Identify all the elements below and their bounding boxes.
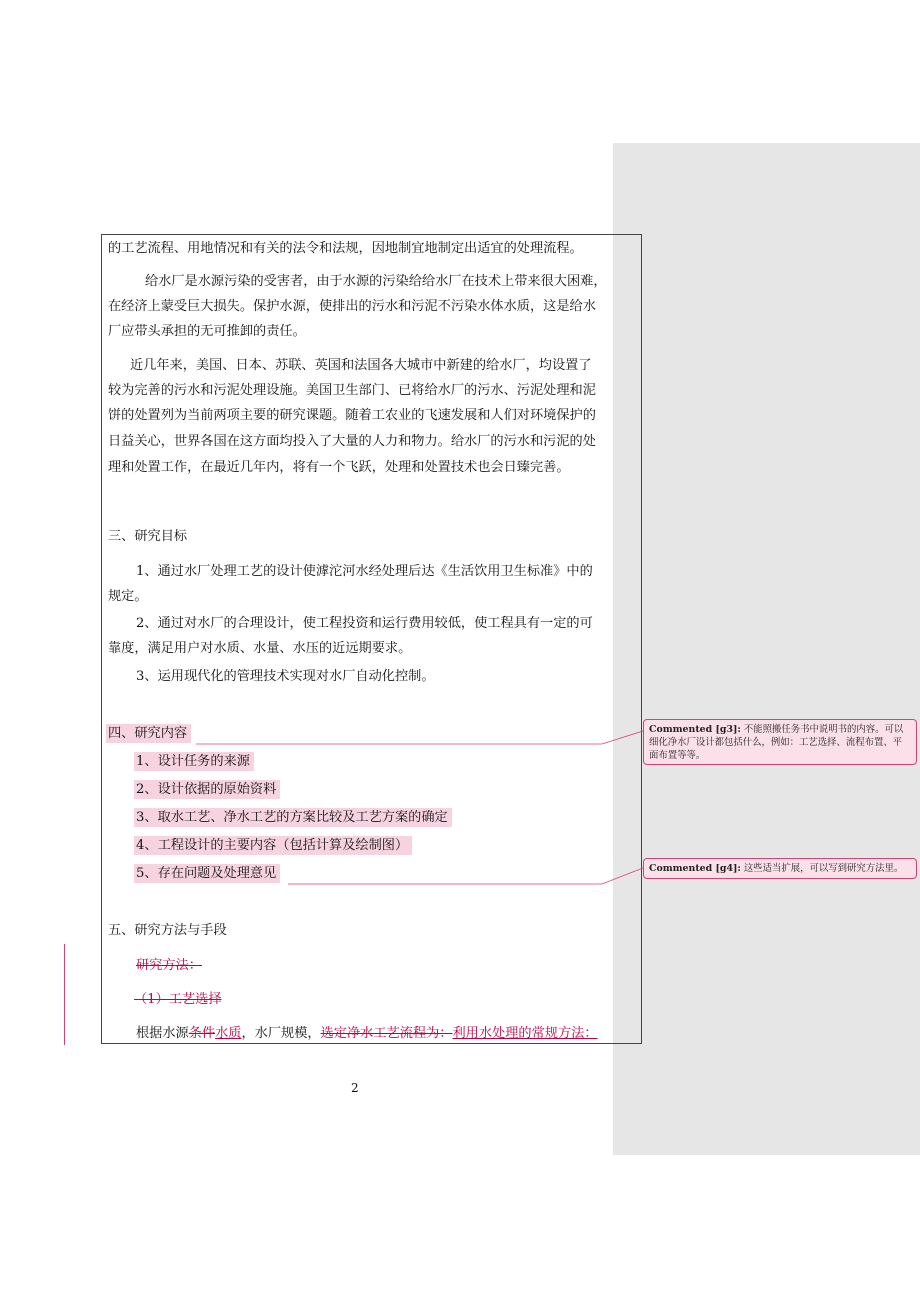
list-item: 2、通过对水厂的合理设计，使工程投资和运行费用较低，使工程具有一定的可	[136, 616, 593, 631]
comment-text: 这些适当扩展，可以写到研究方法里。	[743, 863, 904, 874]
comment-label: Commented [g3]:	[649, 724, 741, 735]
list-item: 靠度，满足用户对水质、水量、水压的近远期要求。	[108, 641, 412, 656]
paragraph-line: 给水厂是水源污染的受害者，由于水源的污染给给水厂在技术上带来很大困难，	[145, 274, 607, 289]
deleted-text[interactable]: 选定净水工艺流程为：	[320, 1026, 453, 1041]
list-item[interactable]	[134, 809, 452, 827]
comment-balloon-g4[interactable]	[643, 858, 917, 879]
comment-balloon-g3[interactable]	[643, 719, 917, 765]
list-item: 1、通过水厂处理工艺的设计使滹沱河水经处理后达《生活饮用卫生标准》中的	[136, 564, 593, 579]
paragraph-line: 的工艺流程、用地情况和有关的法令和法规，因地制宜地制定出适宜的处理流程。	[108, 241, 583, 256]
deleted-text[interactable]: 研究方法：	[136, 958, 202, 973]
text-run: 根据水源	[136, 1026, 189, 1041]
paragraph-line: 近几年来，美国、日本、苏联、英国和法国各大城市中新建的给水厂，均设置了	[130, 358, 592, 373]
deleted-text[interactable]: （1）工艺选择	[134, 992, 222, 1007]
paragraph-line: 在经济上蒙受巨大损失。保护水源，使排出的污水和污泥不污染水体水质，这是给水	[108, 299, 596, 314]
deleted-text[interactable]: 条件	[188, 1026, 216, 1041]
commented-text[interactable]: 4、工程设计的主要内容（包括计算及绘制图）	[134, 836, 412, 855]
comment-connector-g4	[288, 868, 643, 884]
change-bar	[64, 944, 65, 1045]
section-heading[interactable]	[106, 725, 191, 743]
inserted-text[interactable]: 利用水处理的常规方法：	[452, 1026, 598, 1041]
list-item: 规定。	[108, 589, 148, 604]
list-item[interactable]	[134, 865, 280, 883]
commented-text[interactable]: 3、取水工艺、净水工艺的方案比较及工艺方案的确定	[134, 808, 452, 827]
commented-text[interactable]: 2、设计依据的原始资料	[134, 780, 280, 799]
list-item[interactable]	[134, 837, 412, 855]
paragraph-line: 日益关心，世界各国在这方面均投入了大量的人力和物力。给水厂的污水和污泥的处	[108, 434, 596, 449]
page-number: 2	[351, 1081, 359, 1095]
commented-text[interactable]: 5、存在问题及处理意见	[134, 864, 280, 883]
list-item[interactable]	[134, 753, 254, 771]
paragraph-line	[136, 1025, 598, 1043]
commented-text[interactable]: 四、研究内容	[106, 724, 191, 743]
comment-text: 不能照搬任务书中说明书的内容。可以细化净水厂设计都包括什么，例如：工艺选择、流程布置、平面布置等等。	[649, 724, 904, 761]
section-heading: 三、研究目标	[108, 529, 188, 544]
text-run: ，水厂规模，	[241, 1026, 321, 1041]
comment-label: Commented [g4]:	[649, 863, 741, 874]
comment-connector-g3	[196, 731, 643, 744]
list-item: 3、运用现代化的管理技术实现对水厂自动化控制。	[136, 669, 435, 684]
paragraph-line: 厂应带头承担的无可推卸的责任。	[108, 324, 306, 339]
section-heading: 五、研究方法与手段	[108, 923, 227, 938]
paragraph-line: 饼的处置列为当前两项主要的研究课题。随着工农业的飞速发展和人们对环境保护的	[108, 408, 596, 423]
paragraph-line: 较为完善的污水和污泥处理设施。美国卫生部门、已将给水厂的污水、污泥处理和泥	[108, 383, 596, 398]
list-item[interactable]	[134, 781, 280, 799]
inserted-text[interactable]: 水质	[215, 1026, 242, 1041]
commented-text[interactable]: 1、设计任务的来源	[134, 752, 254, 771]
paragraph-line: 理和处置工作，在最近几年内，将有一个飞跃，处理和处置技术也会日臻完善。	[108, 460, 570, 475]
